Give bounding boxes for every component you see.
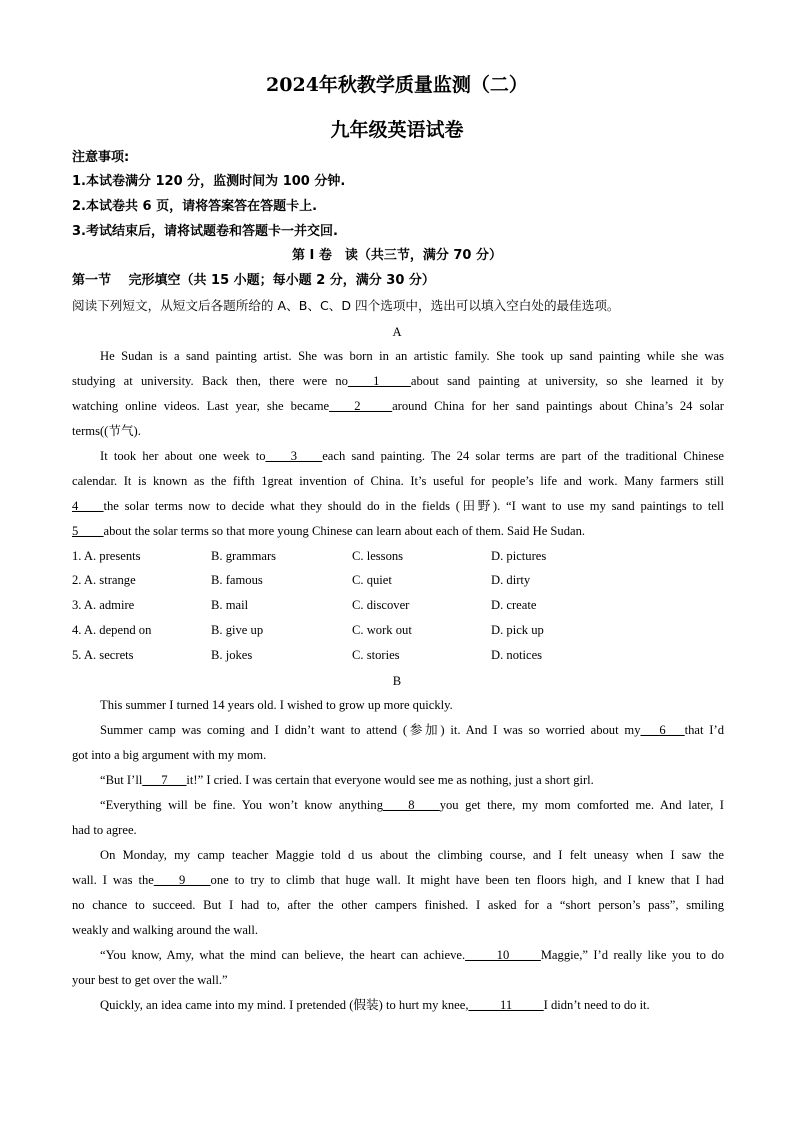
option-c: C. quiet (352, 573, 392, 587)
passage-line: Summer camp was coming and I didn’t want to attend (参加) it. And I was so worried about my___6___that I’d (100, 723, 724, 737)
blank-3: ____3____ (265, 449, 323, 463)
option-d: D. dirty (491, 573, 531, 587)
option-d: D. pick up (491, 623, 544, 637)
option-a: 2. A. strange (72, 573, 136, 587)
blank-9: ____9____ (153, 873, 211, 887)
option-a: 4. A. depend on (72, 623, 152, 637)
option-b: B. mail (211, 598, 249, 612)
passage-line: calendar. It is known as the fifth 1great invention of China. It’s useful for people’s life and work. Many farmers still (72, 474, 724, 488)
blank-2: ____2_____ (329, 399, 393, 413)
exam-title: 2024年秋教学质量监测（二） (266, 74, 528, 96)
option-a: 3. A. admire (72, 598, 135, 612)
instruction: 阅读下列短文，从短文后各题所给的 A、B、C、D 四个选项中，选出可以填入空白处的最佳选项。 (72, 298, 620, 313)
blank-6: ___6___ (640, 723, 685, 737)
passage-line: got into a big argument with my mom. (72, 748, 267, 762)
section-heading: 第一节 完形填空（共 15 小题；每小题 2 分，满分 30 分） (72, 273, 435, 288)
note-item: 1.本试卷满分 120 分，监测时间为 100 分钟. (72, 174, 346, 189)
option-b: B. give up (211, 623, 264, 637)
option-b: B. grammars (211, 549, 277, 563)
passage-line: “Everything will be fine. You won’t know anything____8____you get there, my mom comforted me. And later, I (100, 798, 724, 812)
passage-line: your best to get over the wall.” (72, 973, 228, 987)
blank-11: _____11_____ (468, 998, 544, 1012)
passage-line: terms((节气). (72, 424, 141, 438)
passage-line: wall. I was the____9____one to try to climb that huge wall. It might have been ten floors high, and I knew that I had (72, 873, 724, 887)
part-heading: 第 I 卷 读（共三节，满分 70 分） (291, 248, 503, 263)
blank-4: 4____ (72, 499, 104, 513)
blank-1: ____1_____ (347, 374, 411, 388)
passage-line: no chance to succeed. But I had to, after the other campers finished. I asked for a “short person’s pass”, smiling (72, 898, 724, 912)
note-item: 3.考试结束后，请将试题卷和答题卡一并交回. (72, 224, 338, 239)
passage-line: On Monday, my camp teacher Maggie told d us about the climbing course, and I felt uneasy when I saw the (100, 848, 724, 862)
passage-line: “But I’ll___7___it!” I cried. I was certain that everyone would see me as nothing, just a short girl. (100, 773, 594, 787)
passage-line: weakly and walking around the wall. (72, 923, 259, 937)
option-c: C. stories (352, 648, 400, 662)
option-b: B. famous (211, 573, 263, 587)
passage-b-label: B (392, 674, 402, 688)
passage-line: Quickly, an idea came into my mind. I pretended (假装) to hurt my knee,_____11_____I didn’t need to do it. (100, 998, 650, 1012)
option-b: B. jokes (211, 648, 253, 662)
option-c: C. lessons (352, 549, 404, 563)
option-a: 1. A. presents (72, 549, 141, 563)
passage-line: This summer I turned 14 years old. I wished to grow up more quickly. (100, 698, 453, 712)
option-d: D. create (491, 598, 537, 612)
passage-line: watching online videos. Last year, she became____2_____around China for her sand paintings about China’s 24 solar (72, 399, 724, 413)
blank-8: ____8____ (383, 798, 440, 812)
note-item: 2.本试卷共 6 页，请将答案答在答题卡上. (72, 199, 318, 214)
passage-line: 4____the solar terms now to decide what they should do in the fields (田野). “I want to use my sand paintings to tell (72, 499, 724, 513)
passage-a-label: A (392, 325, 402, 339)
passage-line: He Sudan is a sand painting artist. She was born in an artistic family. She took up sand painting while she was (100, 349, 724, 363)
passage-line: It took her about one week to____3____each sand painting. The 24 solar terms are part of the traditional Chinese (100, 449, 724, 463)
option-d: D. pictures (491, 549, 547, 563)
passage-line: studying at university. Back then, there were no____1_____about sand painting at university, so she learned it by (72, 374, 724, 388)
blank-7: ___7___ (142, 773, 187, 787)
passage-line: 5____about the solar terms so that more young Chinese can learn about each of them. Said He Sudan. (72, 524, 586, 538)
exam-subtitle: 九年级英语试卷 (330, 119, 464, 141)
option-a: 5. A. secrets (72, 648, 134, 662)
passage-line: had to agree. (72, 823, 137, 837)
blank-10: _____10_____ (465, 948, 541, 962)
option-c: C. work out (352, 623, 412, 637)
notes-heading: 注意事项: (72, 150, 130, 165)
option-c: C. discover (352, 598, 410, 612)
blank-5: 5____ (72, 524, 104, 538)
option-d: D. notices (491, 648, 543, 662)
passage-line: “You know, Amy, what the mind can believe, the heart can achieve._____10_____Maggie,” I’d really like you to do (100, 948, 724, 962)
